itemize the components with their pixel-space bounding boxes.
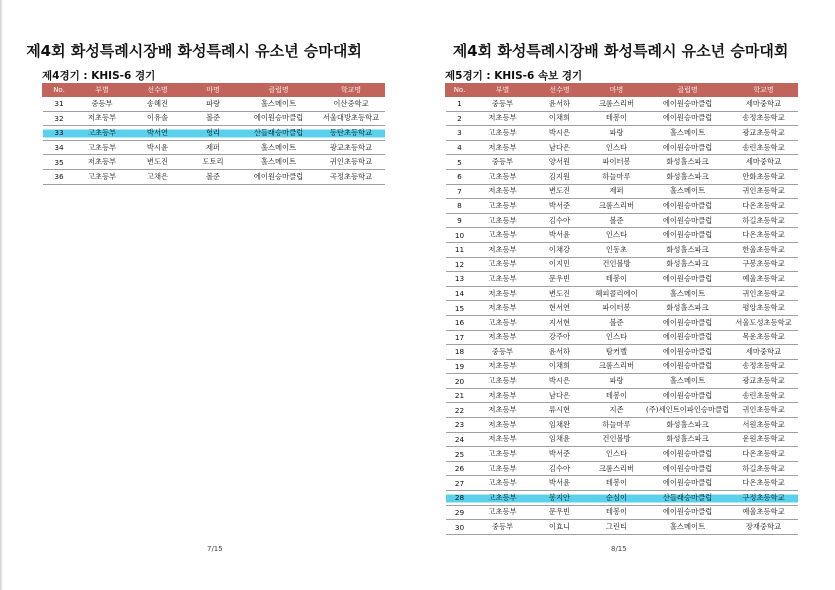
division: 중등부	[474, 97, 532, 112]
table-row	[446, 315, 798, 330]
division: 고초등부	[474, 374, 532, 389]
division: 저초등부	[474, 184, 532, 199]
school-name: 운원초등학교	[730, 432, 798, 447]
horse-name: 인스타	[588, 228, 646, 243]
entry-number: 2	[446, 111, 474, 126]
table-row	[446, 126, 798, 141]
rider-name: 남다은	[532, 140, 588, 155]
right-page	[418, 0, 835, 590]
club-name: 홀스메이트	[240, 155, 318, 170]
school-name: 서울대방초등학교	[318, 111, 385, 126]
table-row	[446, 345, 798, 360]
rider-name: 현서연	[532, 301, 588, 316]
division: 저초등부	[474, 359, 532, 374]
entry-number: 35	[43, 155, 76, 170]
table-row	[446, 184, 798, 199]
page-number: 7/15	[207, 545, 223, 553]
event-subtitle: 제5경기 : KHIS-6 속보 경기	[445, 70, 583, 82]
rider-name: 문우빈	[532, 272, 588, 287]
school-name: 다온초등학교	[730, 447, 798, 462]
horse-name: 헝리	[187, 126, 240, 141]
table-row	[446, 169, 798, 184]
table-header-row	[43, 84, 385, 97]
table-row	[43, 155, 385, 170]
division: 저초등부	[474, 286, 532, 301]
club-name: 에이원승마클럽	[646, 97, 730, 112]
school-name: 구봉초등학교	[730, 257, 798, 272]
division: 중등부	[474, 155, 532, 170]
horse-name: 도토리	[187, 155, 240, 170]
table-row	[446, 97, 798, 112]
school-name: 서원초등학교	[730, 418, 798, 433]
rider-name: 이효니	[532, 520, 588, 535]
rider-name: 이채희	[532, 359, 588, 374]
division: 저초등부	[474, 432, 532, 447]
table-row	[446, 505, 798, 520]
header-horse: 마명	[588, 84, 646, 97]
header-club: 클럽명	[646, 84, 730, 97]
division: 중등부	[76, 97, 129, 112]
club-name: 홀스메이트	[646, 374, 730, 389]
entry-number: 21	[446, 388, 474, 403]
club-name: 에이원승마클럽	[646, 213, 730, 228]
school-name: 이산중학교	[318, 97, 385, 112]
school-name: 예울초등학교	[730, 272, 798, 287]
rider-name: 강주아	[532, 330, 588, 345]
division: 고초등부	[474, 461, 532, 476]
horse-name: 볼준	[187, 111, 240, 126]
school-name: 곡정초등학교	[318, 169, 385, 184]
division: 저초등부	[76, 111, 129, 126]
event-subtitle: 제4경기 : KHIS-6 경기	[42, 70, 156, 82]
header-club: 클럽명	[240, 84, 318, 97]
club-name: 에이원승마클럽	[240, 169, 318, 184]
division: 고초등부	[474, 126, 532, 141]
table-row	[446, 359, 798, 374]
school-name: 다온초등학교	[730, 228, 798, 243]
rider-name: 이유솔	[129, 111, 187, 126]
club-name: 화성홀스파크	[646, 169, 730, 184]
rider-name: 임채윤	[532, 432, 588, 447]
club-name: 에이원승마클럽	[646, 315, 730, 330]
school-name: 세마중학교	[730, 97, 798, 112]
club-name: (주)세인트이파인승마클럽	[646, 403, 730, 418]
horse-name: 크롬스리버	[588, 199, 646, 214]
table-row	[43, 111, 385, 126]
rider-name: 남다은	[532, 388, 588, 403]
header-no: No.	[43, 84, 76, 97]
division: 저초등부	[474, 403, 532, 418]
club-name: 홀스메이트	[646, 184, 730, 199]
club-name: 에이원승마클럽	[646, 272, 730, 287]
header-rider: 선수명	[129, 84, 187, 97]
division: 저초등부	[76, 155, 129, 170]
division: 중등부	[474, 520, 532, 535]
club-name: 화성홀스파크	[646, 155, 730, 170]
entry-number: 28	[446, 491, 474, 506]
entry-number: 16	[446, 315, 474, 330]
rider-name: 변도진	[532, 184, 588, 199]
entry-number: 30	[446, 520, 474, 535]
school-name: 송린초등학교	[730, 388, 798, 403]
rider-name: 박서준	[532, 199, 588, 214]
entry-number: 25	[446, 447, 474, 462]
rider-name: 봉지안	[532, 491, 588, 506]
horse-name: 테봉이	[588, 476, 646, 491]
horse-name: 파랑	[588, 374, 646, 389]
entry-number: 7	[446, 184, 474, 199]
division: 저초등부	[474, 301, 532, 316]
entry-number: 15	[446, 301, 474, 316]
division: 고초등부	[474, 169, 532, 184]
table-row	[446, 228, 798, 243]
horse-name: 건인볼방	[588, 257, 646, 272]
division: 고초등부	[474, 491, 532, 506]
club-name: 홀스메이트	[240, 97, 318, 112]
school-name: 다온초등학교	[730, 476, 798, 491]
club-name: 화성홀스파크	[646, 257, 730, 272]
table-row	[446, 388, 798, 403]
table-row	[446, 286, 798, 301]
horse-name: 테봉이	[588, 388, 646, 403]
club-name: 에이원승마클럽	[646, 199, 730, 214]
rider-name: 이지민	[532, 257, 588, 272]
club-name: 에이원승마클럽	[646, 330, 730, 345]
entry-number: 11	[446, 242, 474, 257]
division: 고초등부	[76, 140, 129, 155]
division: 고초등부	[474, 272, 532, 287]
table-row	[446, 418, 798, 433]
school-name: 광교초등학교	[730, 126, 798, 141]
school-name: 송린초등학교	[730, 140, 798, 155]
club-name: 에이원승마클럽	[646, 359, 730, 374]
horse-name: 파이터봉	[588, 301, 646, 316]
table-row	[446, 242, 798, 257]
horse-name: 순심이	[588, 491, 646, 506]
table-row-highlighted	[446, 491, 798, 506]
page-number: 8/15	[611, 545, 627, 553]
rider-name: 김지원	[532, 169, 588, 184]
horse-name: 하늘마루	[588, 169, 646, 184]
entry-table	[42, 83, 385, 185]
division: 고초등부	[474, 199, 532, 214]
horse-name: 파랑	[187, 97, 240, 112]
horse-name: 파이터봉	[588, 155, 646, 170]
table-row	[446, 272, 798, 287]
rider-name: 양서원	[532, 155, 588, 170]
club-name: 화성홀스파크	[646, 242, 730, 257]
entry-number: 23	[446, 418, 474, 433]
entry-table	[445, 83, 798, 535]
club-name: 에이원승마클럽	[646, 447, 730, 462]
horse-name: 크롬스리버	[588, 359, 646, 374]
table-row	[446, 447, 798, 462]
division: 고초등부	[76, 169, 129, 184]
horse-name: 하늘마루	[588, 418, 646, 433]
horse-name: 파랑	[588, 126, 646, 141]
division: 고초등부	[76, 126, 129, 141]
table-row	[446, 461, 798, 476]
division: 고초등부	[474, 447, 532, 462]
rider-name: 임채완	[532, 418, 588, 433]
club-name: 에이원승마클럽	[646, 461, 730, 476]
table-row	[446, 374, 798, 389]
school-name: 송정초등학교	[730, 111, 798, 126]
rider-name: 박서연	[129, 126, 187, 141]
entry-number: 22	[446, 403, 474, 418]
table-row	[446, 330, 798, 345]
school-name: 다온초등학교	[730, 199, 798, 214]
horse-name: 탐커벨	[588, 345, 646, 360]
table-row	[446, 155, 798, 170]
rider-name: 변도진	[532, 286, 588, 301]
school-name: 세마중학교	[730, 155, 798, 170]
school-name: 세마중학교	[730, 345, 798, 360]
division: 중등부	[474, 345, 532, 360]
entry-number: 19	[446, 359, 474, 374]
table-row	[446, 432, 798, 447]
entry-number: 27	[446, 476, 474, 491]
rider-name: 변도진	[129, 155, 187, 170]
division: 저초등부	[474, 330, 532, 345]
header-school: 학교명	[730, 84, 798, 97]
club-name: 에이원승마클럽	[646, 345, 730, 360]
horse-name: 크롬스리버	[588, 461, 646, 476]
header-rider: 선수명	[532, 84, 588, 97]
rider-name: 박시은	[532, 374, 588, 389]
entry-number: 17	[446, 330, 474, 345]
horse-name: 볼준	[588, 213, 646, 228]
school-name: 구정초등학교	[730, 491, 798, 506]
entry-number: 5	[446, 155, 474, 170]
division: 고초등부	[474, 228, 532, 243]
entry-number: 9	[446, 213, 474, 228]
rider-name: 이채희	[532, 111, 588, 126]
rider-name: 박시은	[532, 126, 588, 141]
entry-number: 31	[43, 97, 76, 112]
entry-number: 1	[446, 97, 474, 112]
club-name: 화성홀스파크	[646, 301, 730, 316]
entry-number: 24	[446, 432, 474, 447]
school-name: 한울초등학교	[730, 242, 798, 257]
entry-number: 32	[43, 111, 76, 126]
horse-name: 제퍼	[588, 184, 646, 199]
horse-name: 볼준	[187, 169, 240, 184]
school-name: 안화초등학교	[730, 169, 798, 184]
horse-name: 지존	[588, 403, 646, 418]
horse-name: 크롬스리버	[588, 97, 646, 112]
rider-name: 지서현	[532, 315, 588, 330]
table-row	[446, 403, 798, 418]
club-name: 화성홀스파크	[646, 432, 730, 447]
table-header-row	[446, 84, 798, 97]
rider-name: 이채강	[532, 242, 588, 257]
table-row	[446, 111, 798, 126]
rider-name: 송혜진	[129, 97, 187, 112]
club-name: 에이원승마클럽	[240, 111, 318, 126]
entry-number: 29	[446, 505, 474, 520]
rider-name: 윤서하	[532, 97, 588, 112]
rider-name: 박서윤	[532, 476, 588, 491]
table-row	[446, 257, 798, 272]
school-name: 예울초등학교	[730, 505, 798, 520]
table-row	[43, 169, 385, 184]
school-name: 귀인초등학교	[730, 403, 798, 418]
division: 고초등부	[474, 315, 532, 330]
horse-name: 제퍼	[187, 140, 240, 155]
division: 고초등부	[474, 257, 532, 272]
division: 고초등부	[474, 476, 532, 491]
rider-name: 문우빈	[532, 505, 588, 520]
table-row	[446, 520, 798, 535]
division: 저초등부	[474, 140, 532, 155]
school-name: 장재중학교	[730, 520, 798, 535]
division: 고초등부	[474, 213, 532, 228]
club-name: 홀스메이트	[240, 140, 318, 155]
horse-name: 볼준	[588, 315, 646, 330]
horse-name: 건인볼방	[588, 432, 646, 447]
school-name: 하길초등학교	[730, 213, 798, 228]
club-name: 산들래승마클럽	[240, 126, 318, 141]
horse-name: 테봉이	[588, 111, 646, 126]
club-name: 에이원승마클럽	[646, 140, 730, 155]
school-name: 목운초등학교	[730, 330, 798, 345]
page-edge	[0, 0, 3, 590]
horse-name: 테봉이	[588, 272, 646, 287]
division: 저초등부	[474, 242, 532, 257]
entry-number: 14	[446, 286, 474, 301]
table-row	[43, 140, 385, 155]
club-name: 에이원승마클럽	[646, 476, 730, 491]
club-name: 에이원승마클럽	[646, 111, 730, 126]
school-name: 하길초등학교	[730, 461, 798, 476]
rider-name: 박시윤	[129, 140, 187, 155]
school-name: 귀인초등학교	[730, 184, 798, 199]
entry-number: 18	[446, 345, 474, 360]
table-row	[446, 140, 798, 155]
entry-number: 12	[446, 257, 474, 272]
entry-number: 33	[43, 126, 76, 141]
horse-name: 인스타	[588, 447, 646, 462]
club-name: 에이원승마클럽	[646, 228, 730, 243]
table-row-highlighted	[43, 126, 385, 141]
division: 저초등부	[474, 111, 532, 126]
table-row	[43, 97, 385, 112]
horse-name: 헤피콜리에이	[588, 286, 646, 301]
rider-name: 고채은	[129, 169, 187, 184]
rider-name: 박서윤	[532, 228, 588, 243]
division: 저초등부	[474, 388, 532, 403]
club-name: 홀스메이트	[646, 286, 730, 301]
school-name: 귀인초등학교	[730, 286, 798, 301]
table-row	[446, 301, 798, 316]
club-name: 화성홀스파크	[646, 418, 730, 433]
club-name: 홀스메이트	[646, 520, 730, 535]
entry-number: 13	[446, 272, 474, 287]
table-row	[446, 199, 798, 214]
header-no: No.	[446, 84, 474, 97]
horse-name: 인스타	[588, 330, 646, 345]
entry-number: 3	[446, 126, 474, 141]
rider-name: 박서준	[532, 447, 588, 462]
club-name: 홀스메이트	[646, 126, 730, 141]
header-horse: 마명	[187, 84, 240, 97]
entry-number: 10	[446, 228, 474, 243]
rider-name: 윤서하	[532, 345, 588, 360]
table-row	[446, 476, 798, 491]
entry-number: 4	[446, 140, 474, 155]
school-name: 동탄초등학교	[318, 126, 385, 141]
school-name: 평앙초등학교	[730, 301, 798, 316]
school-name: 광교초등학교	[318, 140, 385, 155]
school-name: 광교초등학교	[730, 374, 798, 389]
page-title: 제4회 화성특례시장배 화성특례시 유소년 승마대회	[26, 42, 362, 60]
club-name: 산들래승마클럽	[646, 491, 730, 506]
horse-name: 인동초	[588, 242, 646, 257]
entry-number: 6	[446, 169, 474, 184]
horse-name: 인스타	[588, 140, 646, 155]
header-division: 부별	[474, 84, 532, 97]
entry-number: 8	[446, 199, 474, 214]
school-name: 송정초등학교	[730, 359, 798, 374]
page-title: 제4회 화성특례시장배 화성특례시 유소년 승마대회	[452, 42, 789, 60]
school-name: 귀인초등학교	[318, 155, 385, 170]
horse-name: 테봉이	[588, 505, 646, 520]
rider-name: 류시현	[532, 403, 588, 418]
rider-name: 김수아	[532, 213, 588, 228]
division: 저초등부	[474, 418, 532, 433]
entry-number: 34	[43, 140, 76, 155]
table-row	[446, 213, 798, 228]
header-school: 학교명	[318, 84, 385, 97]
rider-name: 김수아	[532, 461, 588, 476]
division: 고초등부	[474, 505, 532, 520]
school-name: 서울도성초등학교	[730, 315, 798, 330]
club-name: 에이원승마클럽	[646, 505, 730, 520]
horse-name: 그린티	[588, 520, 646, 535]
entry-number: 26	[446, 461, 474, 476]
entry-number: 20	[446, 374, 474, 389]
header-division: 부별	[76, 84, 129, 97]
entry-number: 36	[43, 169, 76, 184]
club-name: 에이원승마클럽	[646, 388, 730, 403]
